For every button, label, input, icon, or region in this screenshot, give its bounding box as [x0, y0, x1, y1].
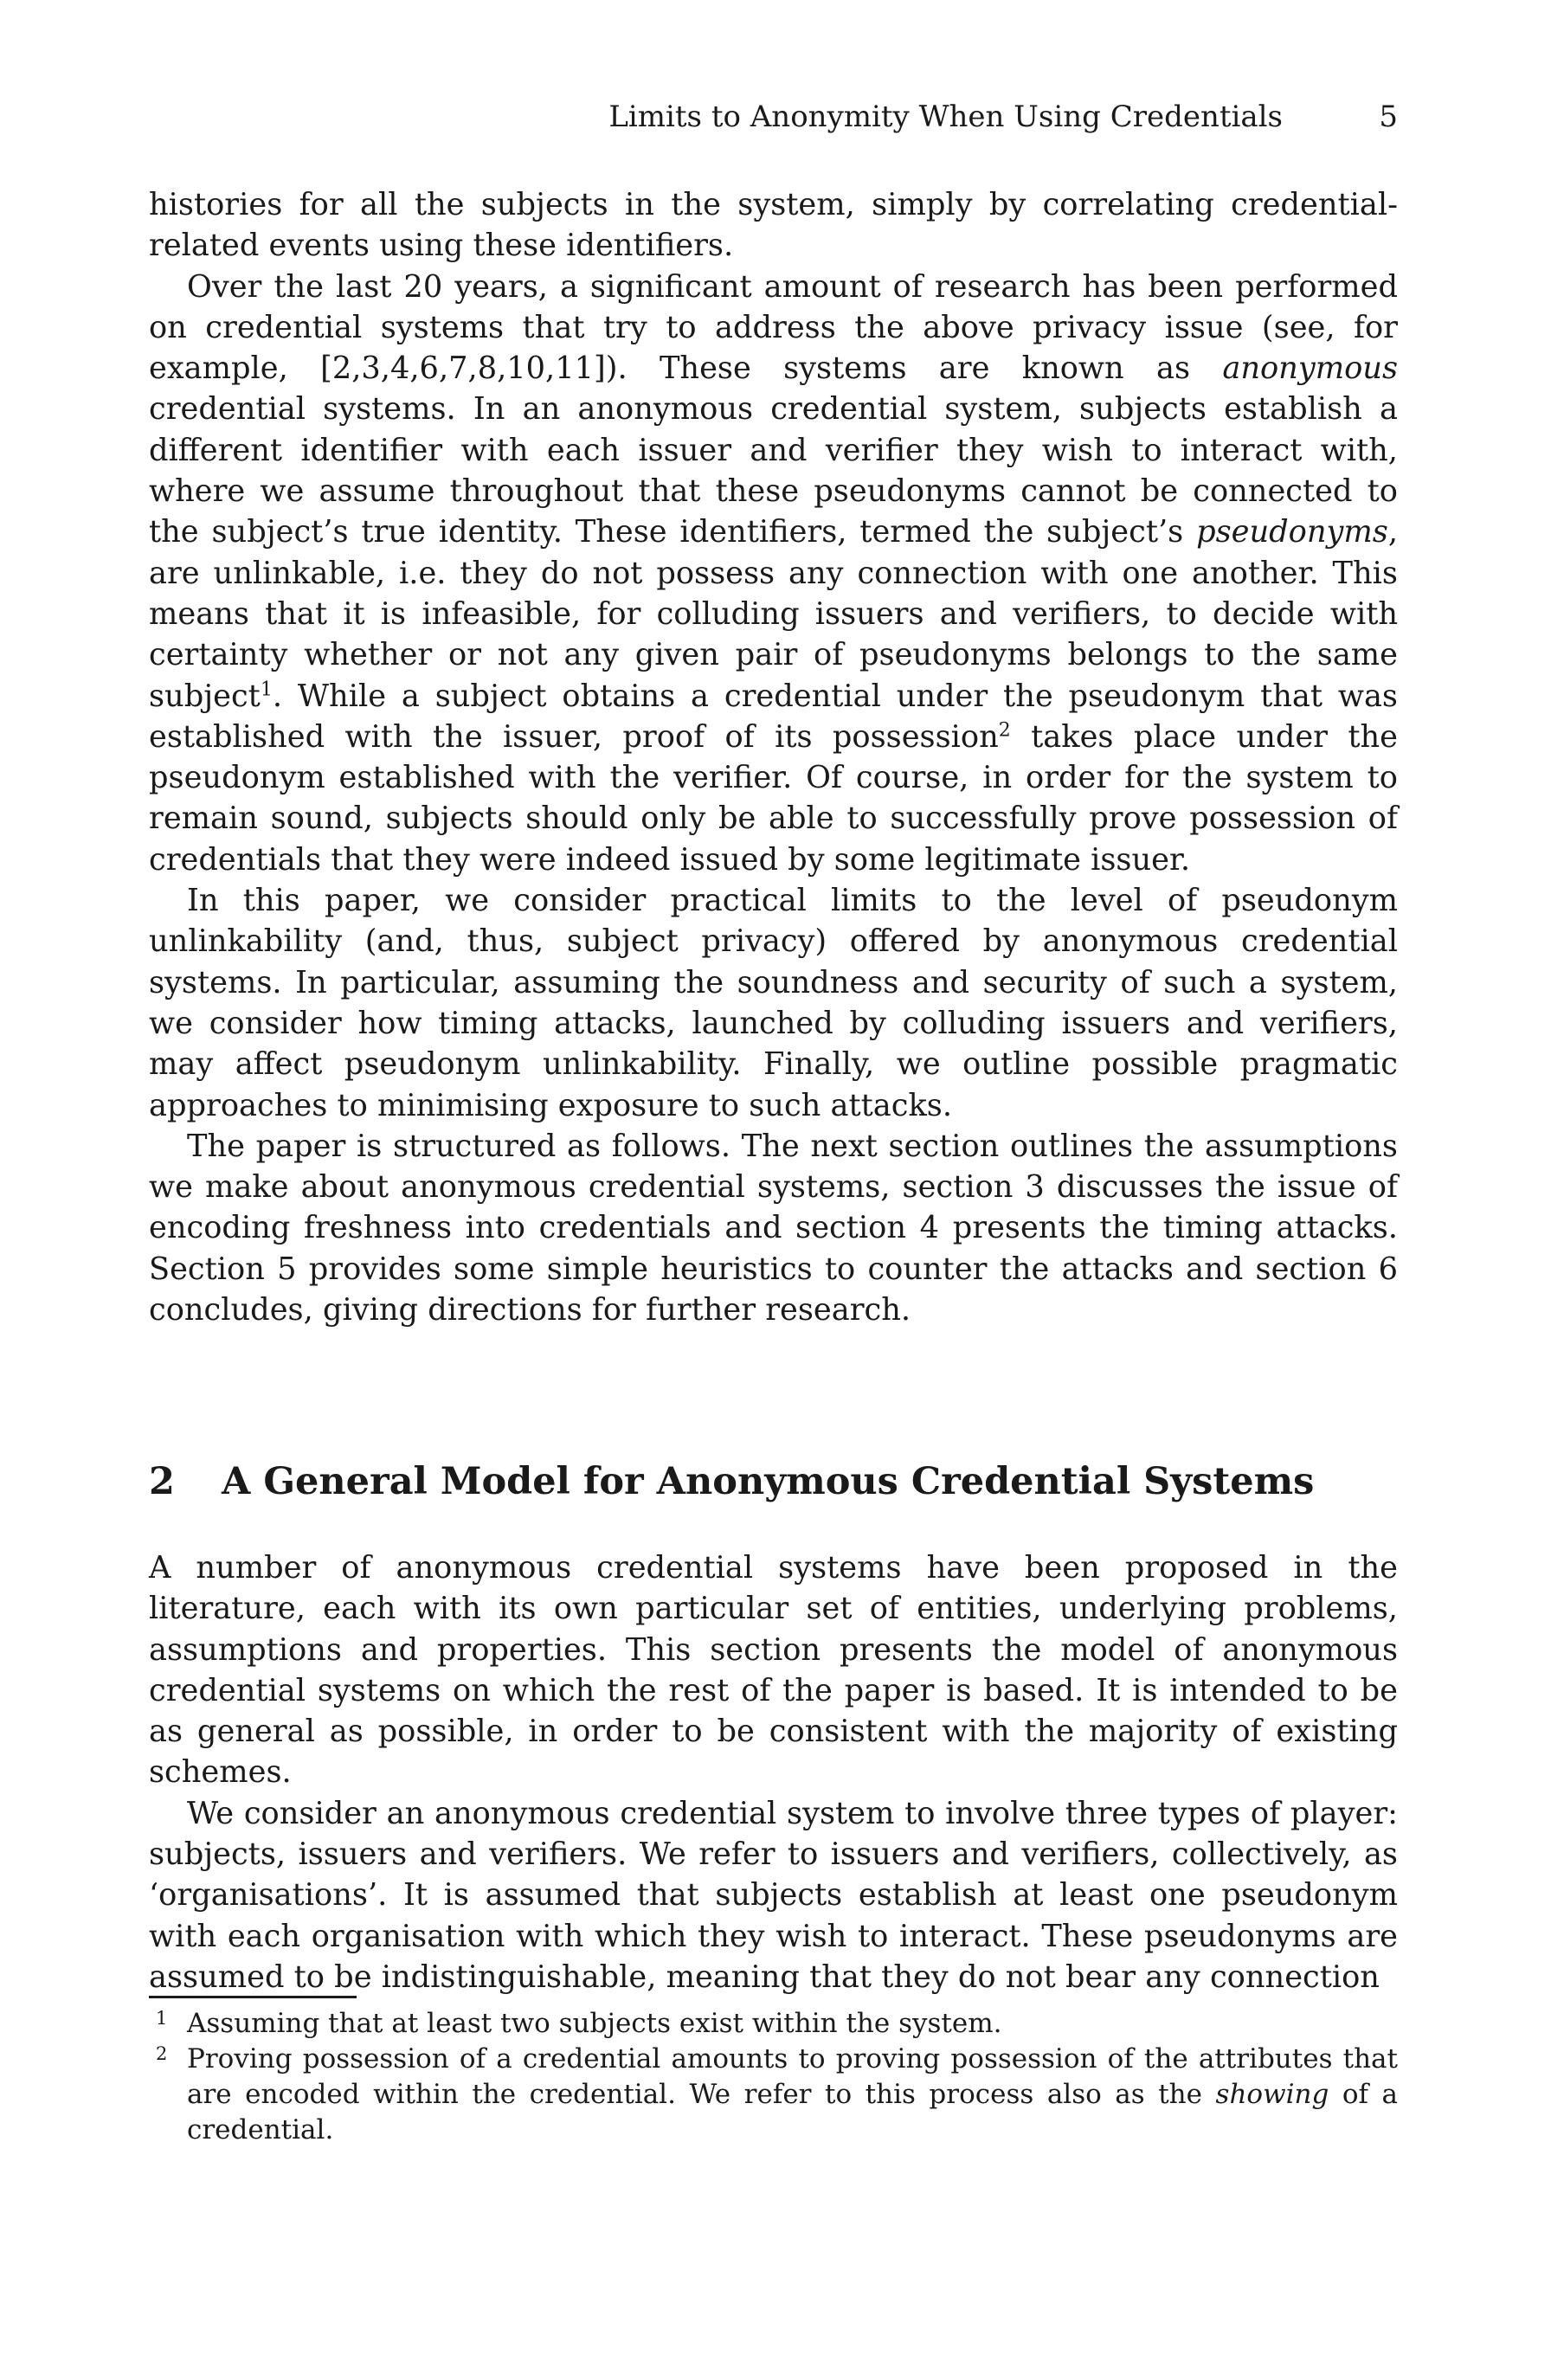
- paragraph: The paper is structured as follows. The next section outlines the assumptions we make about anonymous credential systems, section 3 discusses the issue of encoding freshness into credentials and section 4 presents the timing attacks. Section 5 provides some simple heuristics to counter the attacks and section 6 concludes, giving directions for further research.: [149, 1128, 1398, 1328]
- footnote: [149, 2006, 1398, 2042]
- section-heading: [149, 1456, 1398, 1508]
- emphasis-text: anonymous: [1222, 351, 1398, 387]
- body-text: [149, 184, 1398, 1330]
- footnote-ref[interactable]: 2: [998, 719, 1011, 742]
- text-run: . While a subject obtains a credential under the pseudonym that was established with the issuer, proof of its possession: [149, 678, 1398, 755]
- page-number: 5: [1379, 100, 1398, 134]
- footnote: [149, 2042, 1398, 2148]
- footnote-rule: [149, 1996, 357, 1998]
- footnotes: [149, 2006, 1398, 2148]
- paragraph: In this paper, we consider practical limits to the level of pseudonym unlinkability (and, thus, subject privacy) offered by anonymous credential systems. In particular, assuming the soundness and security of such a system, we consider how timing attacks, launched by colluding issuers and verifiers, may affect pseudonym unlinkability. Finally, we outline possible pragmatic approaches to minimising exposure to such attacks.: [149, 883, 1398, 1123]
- footnote-mark: 1: [156, 2008, 168, 2029]
- paragraph: histories for all the subjects in the system, simply by correlating credential-related events using these identifiers.: [149, 187, 1398, 264]
- footnote-text: Assuming that at least two subjects exist within the system.: [187, 2008, 1002, 2039]
- footnote-text: of a credential.: [187, 2079, 1399, 2145]
- text-run: Over the last 20 years, a significant amount of research has been performed on credential systems that try to address the above privacy issue (see, for example, [2,3,4,6,7,8,10,11]). These systems are known as: [149, 268, 1398, 387]
- running-head-title: Limits to Anonymity When Using Credentials: [608, 100, 1283, 134]
- section-title: A General Model for Anonymous Credential Systems: [222, 1460, 1315, 1503]
- footnote-mark: 2: [156, 2043, 168, 2064]
- text-run: , are unlinkable, i.e. they do not possess any connection with one another. This means that it is infeasible, for colluding issuers and verifiers, to decide with certainty whether or not any given pair of pseudonyms belongs to the same subject: [149, 514, 1398, 714]
- emphasis-text: pseudonyms: [1196, 514, 1388, 550]
- running-head: [149, 95, 1398, 138]
- footnote-text: Proving possession of a credential amounts to proving possession of the attributes that are encoded within the credential. We refer to this process also as the: [187, 2043, 1398, 2110]
- section-body: [149, 1547, 1398, 1997]
- text-run: credential systems. In an anonymous credential system, subjects establish a different identifier with each issuer and verifier they wish to interact with, where we assume throughout that these pseudonyms cannot be connected to the subject’s true identity. These identifiers, termed the subject’s: [149, 391, 1398, 550]
- paragraph: We consider an anonymous credential system to involve three types of player: subjects, issuers and verifiers. We refer to issuers and verifiers, collectively, as ‘organisations’. It is assumed that subjects establish at least one pseudonym with each organisation with which they wish to interact. These pseudonyms are assumed to be indistinguishable, meaning that they do not bear any connection: [149, 1795, 1398, 1995]
- paragraph: A number of anonymous credential systems have been proposed in the literature, each with its own particular set of entities, underlying problems, assumptions and properties. This section presents the model of anonymous credential systems on which the rest of the paper is based. It is intended to be as general as possible, in order to be consistent with the majority of existing schemes.: [149, 1550, 1398, 1791]
- emphasis-text: showing: [1215, 2079, 1329, 2110]
- text-run: takes place under the pseudonym established with the verifier. Of course, in order for the system to remain sound, subjects should only be able to successfully prove possession of credentials that they were indeed issued by some legitimate issuer.: [149, 718, 1398, 878]
- footnote-ref[interactable]: 1: [260, 678, 273, 700]
- paragraph: [149, 267, 1398, 880]
- section-number: 2: [149, 1460, 175, 1503]
